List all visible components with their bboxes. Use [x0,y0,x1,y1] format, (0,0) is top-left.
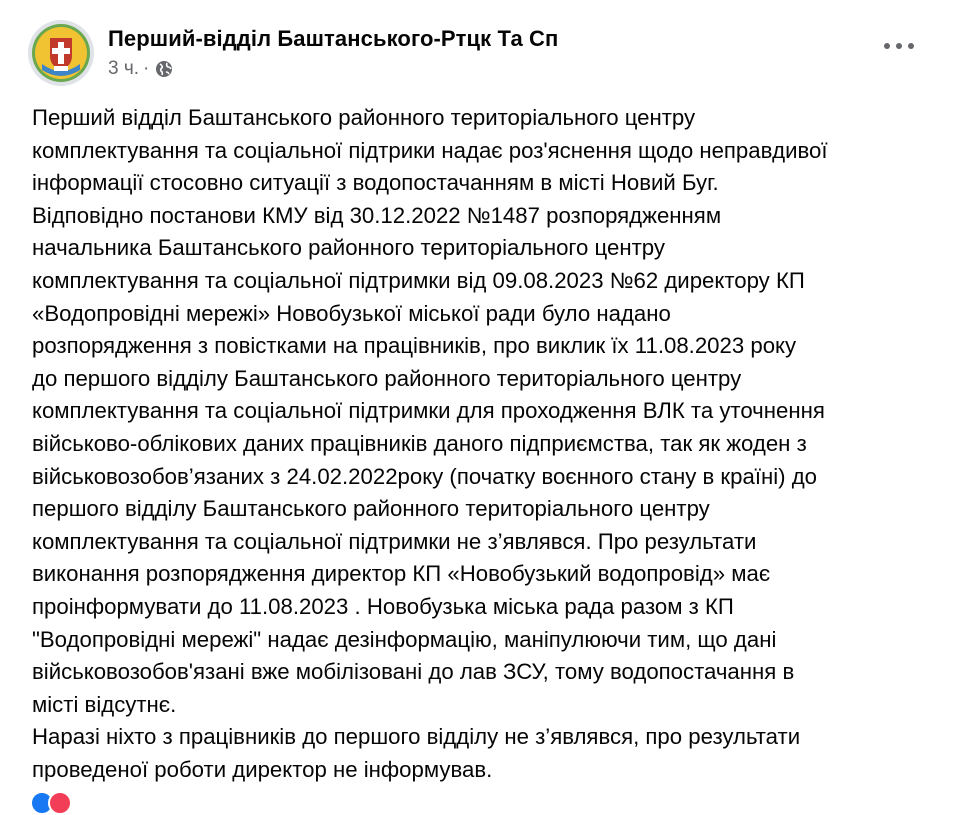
post-text-line: розпорядження з повістками на працівників, про виклик їх 11.08.2023 року [32,333,797,359]
reaction-icons[interactable] [30,791,66,811]
more-options-icon[interactable] [884,40,914,52]
post-text-line: комплектування та соціальної підтримки не з’являвся. Про результати [32,528,757,554]
post-text-line: військовозобов'язані вже мобілізовані до лав ЗСУ, тому водопостачання в [32,659,795,685]
post-text-line: Перший відділ Баштанського районного територіального центру [32,105,696,130]
post-text-line: комплектування та соціальної підтримки для проходження ВЛК та уточнення [32,398,825,424]
globe-icon[interactable] [155,60,173,78]
post-text-line: «Водопровідні мережі» Новобузької міської ради було надано [32,300,671,326]
post-text-line: начальника Баштанського районного територіального центру [32,235,665,261]
post-header [28,20,928,86]
post-body [32,102,942,786]
coat-of-arms-icon [28,20,94,86]
post-time-link[interactable]: 3 ч. [108,58,140,79]
post-text-line: військово-облікових даних працівників даного підприємства, так як жоден з [32,430,807,456]
post-text-line: місті відсутнє. [32,691,177,717]
post-text-line: Наразі ніхто з працівників до першого відділу не з’являвся, про результати [32,724,801,750]
love-reaction-icon [48,791,72,815]
post-text-line: проведеної роботи директор не інформував. [32,756,493,782]
post-text-line: першого відділу Баштанського районного територіального центру [32,496,710,522]
post-text-line: комплектування та соціальної підтрики надає роз'яснення щодо неправдивої [32,137,828,163]
post-text-line: Відповідно постанови КМУ від 30.12.2022 №1487 розпорядженням [32,202,722,228]
post-text-line: виконання розпорядження директор КП «Новобузький водопровід» має [32,561,771,587]
post-text-line: "Водопровідні мережі" надає дезінформацію, маніпулюючи тим, що дані [32,626,777,652]
post-text-line: інформації стосовно ситуації з водопостачанням в місті Новий Буг. [32,170,719,196]
post-text-line: військовозобов’язаних з 24.02.2022року (початку воєнного стану в країні) до [32,463,818,489]
post-text-line: комплектування та соціальної підтримки від 09.08.2023 №62 директору КП [32,267,805,293]
post-meta [108,58,173,80]
page-avatar[interactable] [28,20,94,86]
meta-separator: · [143,58,150,79]
post-text-line: до першого відділу Баштанського районного територіального центру [32,365,742,391]
page-name-link[interactable]: Перший-відділ Баштанського-Ртцк Та Сп [108,26,559,51]
post-text-line: проінформувати до 11.08.2023 . Новобузька міська рада разом з КП [32,593,734,619]
